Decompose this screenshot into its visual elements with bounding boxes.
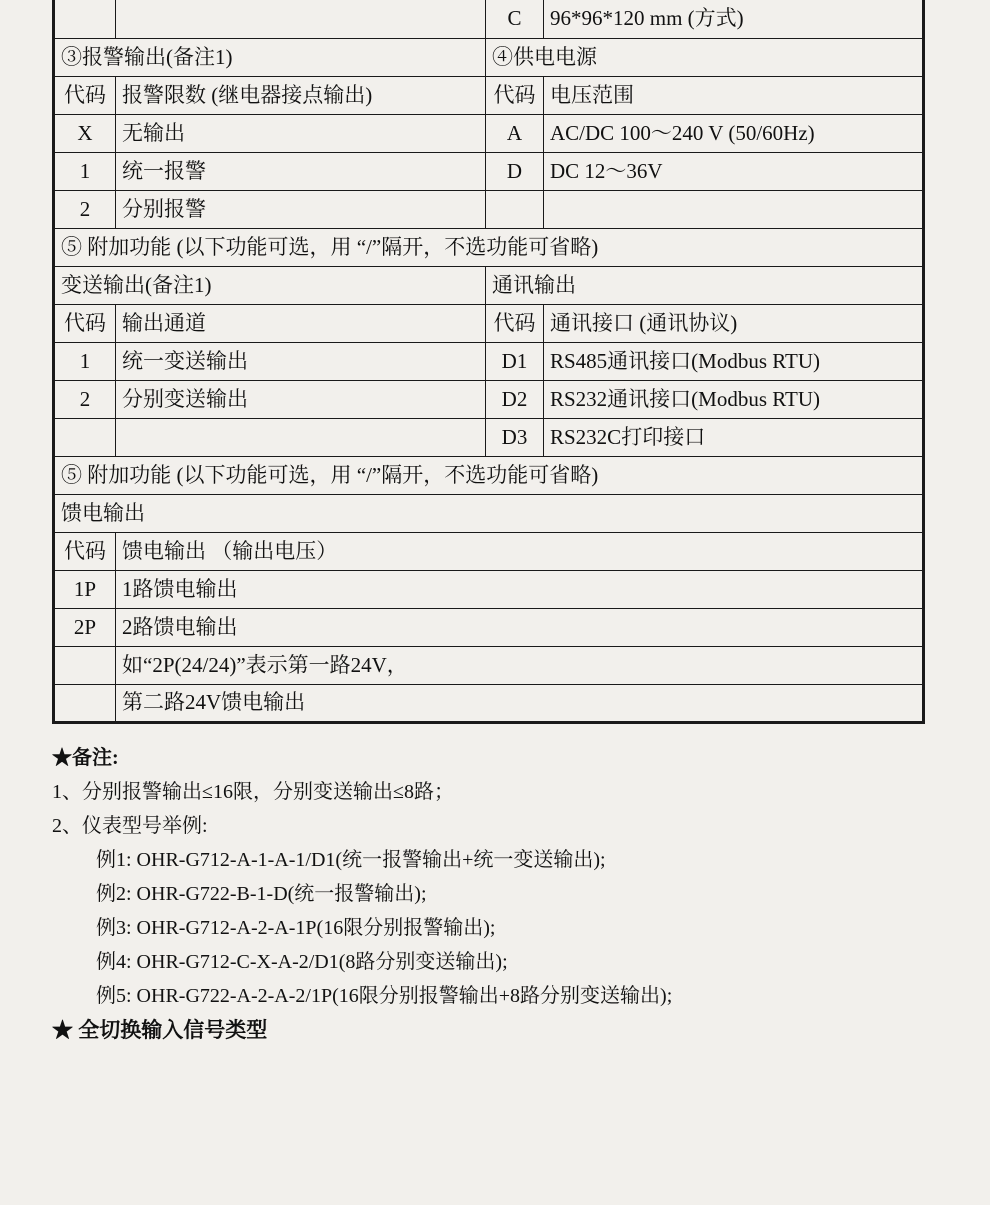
table-row <box>54 494 924 532</box>
feed-output-title: 馈电输出 <box>54 494 924 532</box>
section-5-title-a: ⑤ 附加功能 (以下功能可选，用 “/”隔开，不选功能可省略) <box>54 228 924 266</box>
table-row <box>54 0 924 38</box>
table-row <box>54 456 924 494</box>
feed-desc-1p: 1路馈电输出 <box>116 570 924 608</box>
table-row <box>54 76 924 114</box>
feed-note-example-2: 第二路24V馈电输出 <box>116 684 924 722</box>
transmit-output-title: 变送输出(备注1) <box>54 266 486 304</box>
comm-code-header: 代码 <box>486 304 544 342</box>
table-row <box>54 380 924 418</box>
comm-desc-header: 通讯接口 (通讯协议) <box>544 304 924 342</box>
table-row <box>54 190 924 228</box>
section-5-title-b: ⑤ 附加功能 (以下功能可选，用 “/”隔开，不选功能可省略) <box>54 456 924 494</box>
notes-footer: ★ 全切换输入信号类型 <box>52 1017 268 1042</box>
section-4-title: ④供电电源 <box>486 38 924 76</box>
notes-example-3: 例3: OHR-G712-A-2-A-1P(16限分别报警输出); <box>96 916 496 939</box>
transmit-code-1: 1 <box>54 342 116 380</box>
feed-desc-header: 馈电输出 （输出电压） <box>116 532 924 570</box>
feed-code-blank-2 <box>54 684 116 722</box>
empty-left-desc <box>116 0 486 38</box>
feed-code-header: 代码 <box>54 532 116 570</box>
table-row <box>54 418 924 456</box>
power-code-a: A <box>486 114 544 152</box>
notes-example-4: 例4: OHR-G712-C-X-A-2/D1(8路分别变送输出); <box>96 950 508 973</box>
transmit-desc-header: 输出通道 <box>116 304 486 342</box>
notes-example-1: 例1: OHR-G712-A-1-A-1/D1(统一报警输出+统一变送输出); <box>96 848 606 871</box>
transmit-code-2: 2 <box>54 380 116 418</box>
alarm-code-2: 2 <box>54 190 116 228</box>
comm-code-d1: D1 <box>486 342 544 380</box>
table-row <box>54 228 924 266</box>
empty-left-code <box>54 0 116 38</box>
transmit-code-blank <box>54 418 116 456</box>
comm-output-title: 通讯输出 <box>486 266 924 304</box>
notes-heading: ★备注: <box>52 746 119 769</box>
alarm-desc-header: 报警限数 (继电器接点输出) <box>116 76 486 114</box>
alarm-desc-2: 分别报警 <box>116 190 486 228</box>
transmit-desc-1: 统一变送输出 <box>116 342 486 380</box>
specification-table <box>52 0 925 724</box>
power-desc-a: AC/DC 100～240 V (50/60Hz) <box>544 114 924 152</box>
dimension-desc-c: 96*96*120 mm (方式) <box>544 0 924 38</box>
power-code-header: 代码 <box>486 76 544 114</box>
table-row <box>54 646 924 684</box>
table-row <box>54 608 924 646</box>
alarm-desc-1: 统一报警 <box>116 152 486 190</box>
notes-example-2: 例2: OHR-G722-B-1-D(统一报警输出); <box>96 882 427 905</box>
table-row <box>54 684 924 722</box>
power-code-blank <box>486 190 544 228</box>
alarm-code-header: 代码 <box>54 76 116 114</box>
table-row <box>54 532 924 570</box>
feed-code-blank-1 <box>54 646 116 684</box>
comm-code-d3: D3 <box>486 418 544 456</box>
feed-desc-2p: 2路馈电输出 <box>116 608 924 646</box>
feed-code-1p: 1P <box>54 570 116 608</box>
section-3-title: ③报警输出(备注1) <box>54 38 486 76</box>
power-desc-d: DC 12～36V <box>544 152 924 190</box>
table-row <box>54 266 924 304</box>
power-desc-blank <box>544 190 924 228</box>
transmit-code-header: 代码 <box>54 304 116 342</box>
transmit-desc-2: 分别变送输出 <box>116 380 486 418</box>
dimension-code-c: C <box>486 0 544 38</box>
comm-desc-d1: RS485通讯接口(Modbus RTU) <box>544 342 924 380</box>
table-row <box>54 304 924 342</box>
alarm-code-1: 1 <box>54 152 116 190</box>
table-row <box>54 38 924 76</box>
alarm-code-x: X <box>54 114 116 152</box>
feed-note-example: 如“2P(24/24)”表示第一路24V， <box>116 646 924 684</box>
comm-code-d2: D2 <box>486 380 544 418</box>
feed-code-2p: 2P <box>54 608 116 646</box>
notes-section <box>52 748 990 1041</box>
notes-example-5: 例5: OHR-G722-A-2-A-2/1P(16限分别报警输出+8路分别变送输出); <box>96 984 673 1007</box>
transmit-desc-blank <box>116 418 486 456</box>
notes-item-1: 1、分别报警输出≤16限，分别变送输出≤8路； <box>52 780 454 803</box>
table-row <box>54 570 924 608</box>
comm-desc-d3: RS232C打印接口 <box>544 418 924 456</box>
table-row <box>54 152 924 190</box>
power-code-d: D <box>486 152 544 190</box>
table-row <box>54 342 924 380</box>
comm-desc-d2: RS232通讯接口(Modbus RTU) <box>544 380 924 418</box>
alarm-desc-x: 无输出 <box>116 114 486 152</box>
table-row <box>54 114 924 152</box>
notes-item-2: 2、仪表型号举例: <box>52 814 208 837</box>
power-desc-header: 电压范围 <box>544 76 924 114</box>
